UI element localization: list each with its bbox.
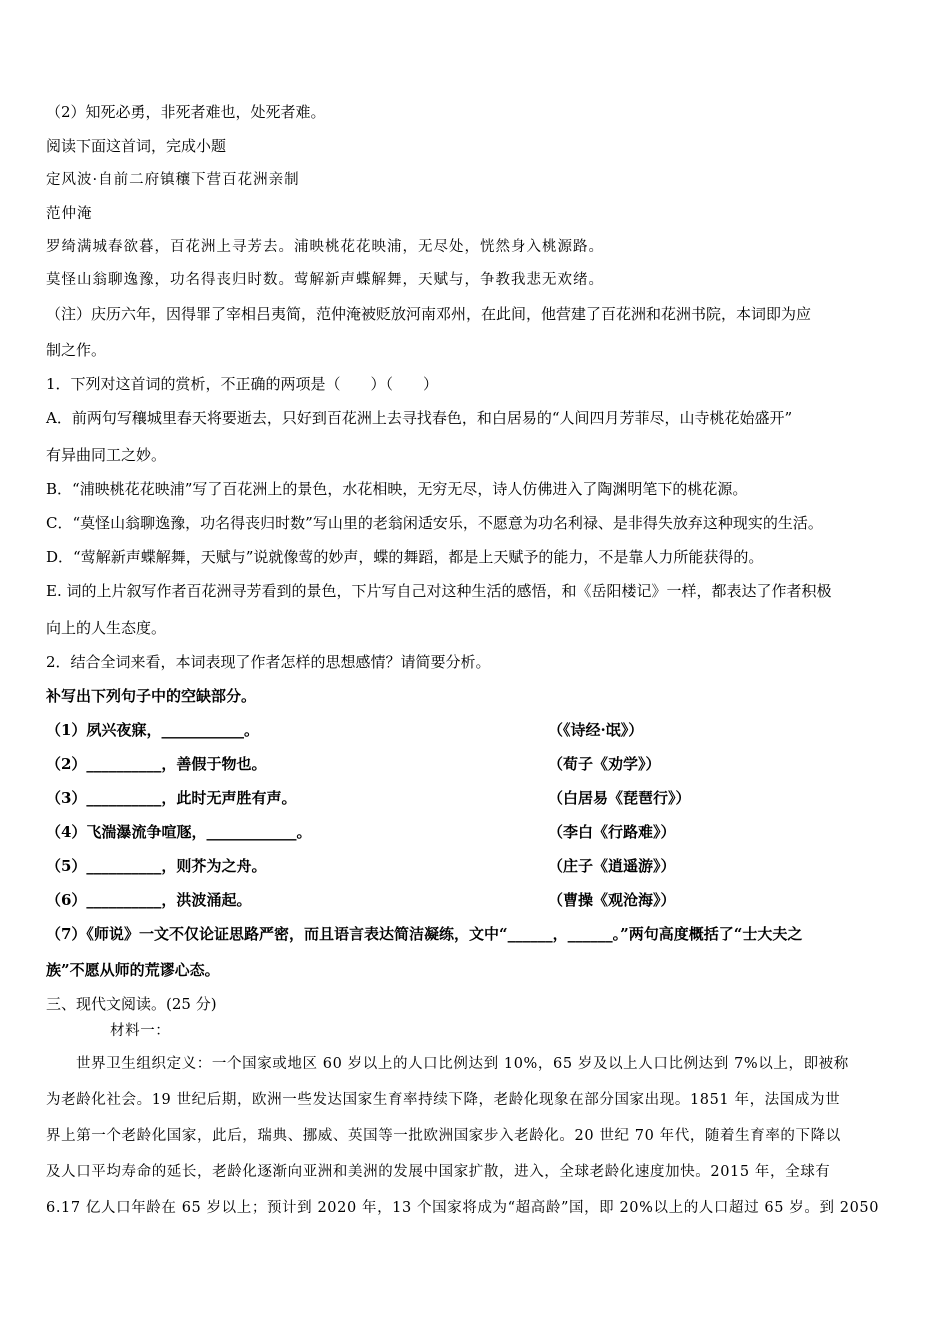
option-a-line-1: A．前两句写穰城里春天将要逝去，只好到百花洲上去寻找春色，和白居易的“人间四月芳菲尽，山寺桃花始盛开” (46, 409, 793, 427)
option-b: B．“浦映桃花花映浦”写了百花洲上的景色，水花相映，无穷无尽，诗人仿佛进入了陶渊明笔下的桃花源。 (46, 480, 748, 498)
fill-source-4: （李白《行路难》） (548, 823, 676, 841)
material-paragraph-line-5: 6.17 亿人口年龄在 65 岁以上；预计到 2020 年，13 个国家将成为“超高龄”国，即 20%以上的人口超过 65 岁。到 2050 (46, 1200, 880, 1216)
material-paragraph-line-2: 为老龄化社会。19 世纪后期，欧洲一些发达国家生育率持续下降，老龄化现象在部分国家出现。1851 年，法国成为世 (46, 1092, 841, 1108)
material-paragraph-line-4: 及人口平均寿命的延长，老龄化逐渐向亚洲和美洲的发展中国家扩散，进入，全球老龄化速度加快。2015 年，全球有 (46, 1164, 831, 1180)
poem-verse-2: 莫怪山翁聊逸豫，功名得丧归时数。莺解新声蝶解舞，天赋与，争教我悲无欢绪。 (46, 272, 604, 288)
poem-title: 定风波·自前二府镇穰下营百花洲亲制 (46, 172, 300, 188)
poem-author: 范仲淹 (46, 206, 93, 222)
poem-note-line-2: 制之作。 (46, 341, 107, 359)
poem-verse-1: 罗绮满城春欲暮，百花洲上寻芳去。浦映桃花花映浦，无尽处，恍然身入桃源路。 (46, 239, 604, 255)
fill-heading: 补写出下列句子中的空缺部分。 (46, 687, 257, 705)
fill-item-7-line-1: （7）《师说》一文不仅论证思路严密，而且语言表达简洁凝练，文中“______，______。”两句高度概括了“士大夫之 (46, 925, 803, 943)
fill-item-4: （4）飞湍瀑流争喧豗，____________。 (46, 823, 312, 841)
fill-item-5: （5）__________，则芥为之舟。 (46, 857, 267, 875)
option-e-line-2: 向上的人生态度。 (46, 619, 167, 637)
fill-source-5: （庄子《逍遥游》） (548, 857, 676, 875)
fill-source-3: （白居易《琵琶行》） (548, 789, 691, 807)
fill-source-6: （曹操《观沧海》） (548, 891, 676, 909)
option-c: C．“莫怪山翁聊逸豫，功名得丧归时数”写山里的老翁闲适安乐，不愿意为功名利禄、是非得失放弃这种现实的生活。 (46, 514, 823, 532)
fill-item-2: （2）__________，善假于物也。 (46, 755, 267, 773)
fill-item-6: （6）__________，洪波涌起。 (46, 891, 252, 909)
material-paragraph-line-1: 世界卫生组织定义：一个国家或地区 60 岁以上的人口比例达到 10%，65 岁及以上人口比例达到 7%以上，即被称 (76, 1056, 849, 1072)
option-e-line-1: E. 词的上片叙写作者百花洲寻芳看到的景色，下片写自己对这种生活的感悟，和《岳阳楼记》一样，都表达了作者积极 (46, 582, 832, 600)
fill-item-3: （3）__________，此时无声胜有声。 (46, 789, 297, 807)
question-1-stem: 1．下列对这首词的赏析，不正确的两项是（ ）（ ） (46, 375, 439, 393)
material-paragraph-line-3: 界上第一个老龄化国家，此后，瑞典、挪威、英国等一批欧洲国家步入老龄化。20 世纪 70 年代，随着生育率的下降以 (46, 1128, 841, 1144)
option-d: D．“莺解新声蝶解舞，天赋与”说就像莺的妙声，蝶的舞蹈，都是上天赋予的能力，不是靠人力所能获得的。 (46, 548, 764, 566)
material-label: 材料一： (110, 1023, 171, 1039)
section-3-heading: 三、现代文阅读。(25 分) (46, 995, 217, 1013)
fill-source-2: （荀子《劝学》） (548, 755, 661, 773)
option-a-line-2: 有异曲同工之妙。 (46, 446, 167, 464)
poem-note-line-1: （注）庆历六年，因得罪了宰相吕夷简，范仲淹被贬放河南邓州，在此间，他营建了百花洲和花洲书院，本词即为应 (46, 305, 812, 323)
question-2: 2．结合全词来看，本词表现了作者怎样的思想感情？请简要分析。 (46, 653, 491, 671)
fill-source-1: （《诗经·氓》） (548, 721, 644, 739)
fill-item-1: （1）夙兴夜寐，___________。 (46, 721, 259, 739)
quote-line: （2）知死必勇，非死者难也，处死者难。 (46, 103, 326, 121)
fill-item-7-line-2: 族”不愿从师的荒谬心态。 (46, 961, 220, 979)
reading-instruction: 阅读下面这首词，完成小题 (46, 137, 227, 155)
